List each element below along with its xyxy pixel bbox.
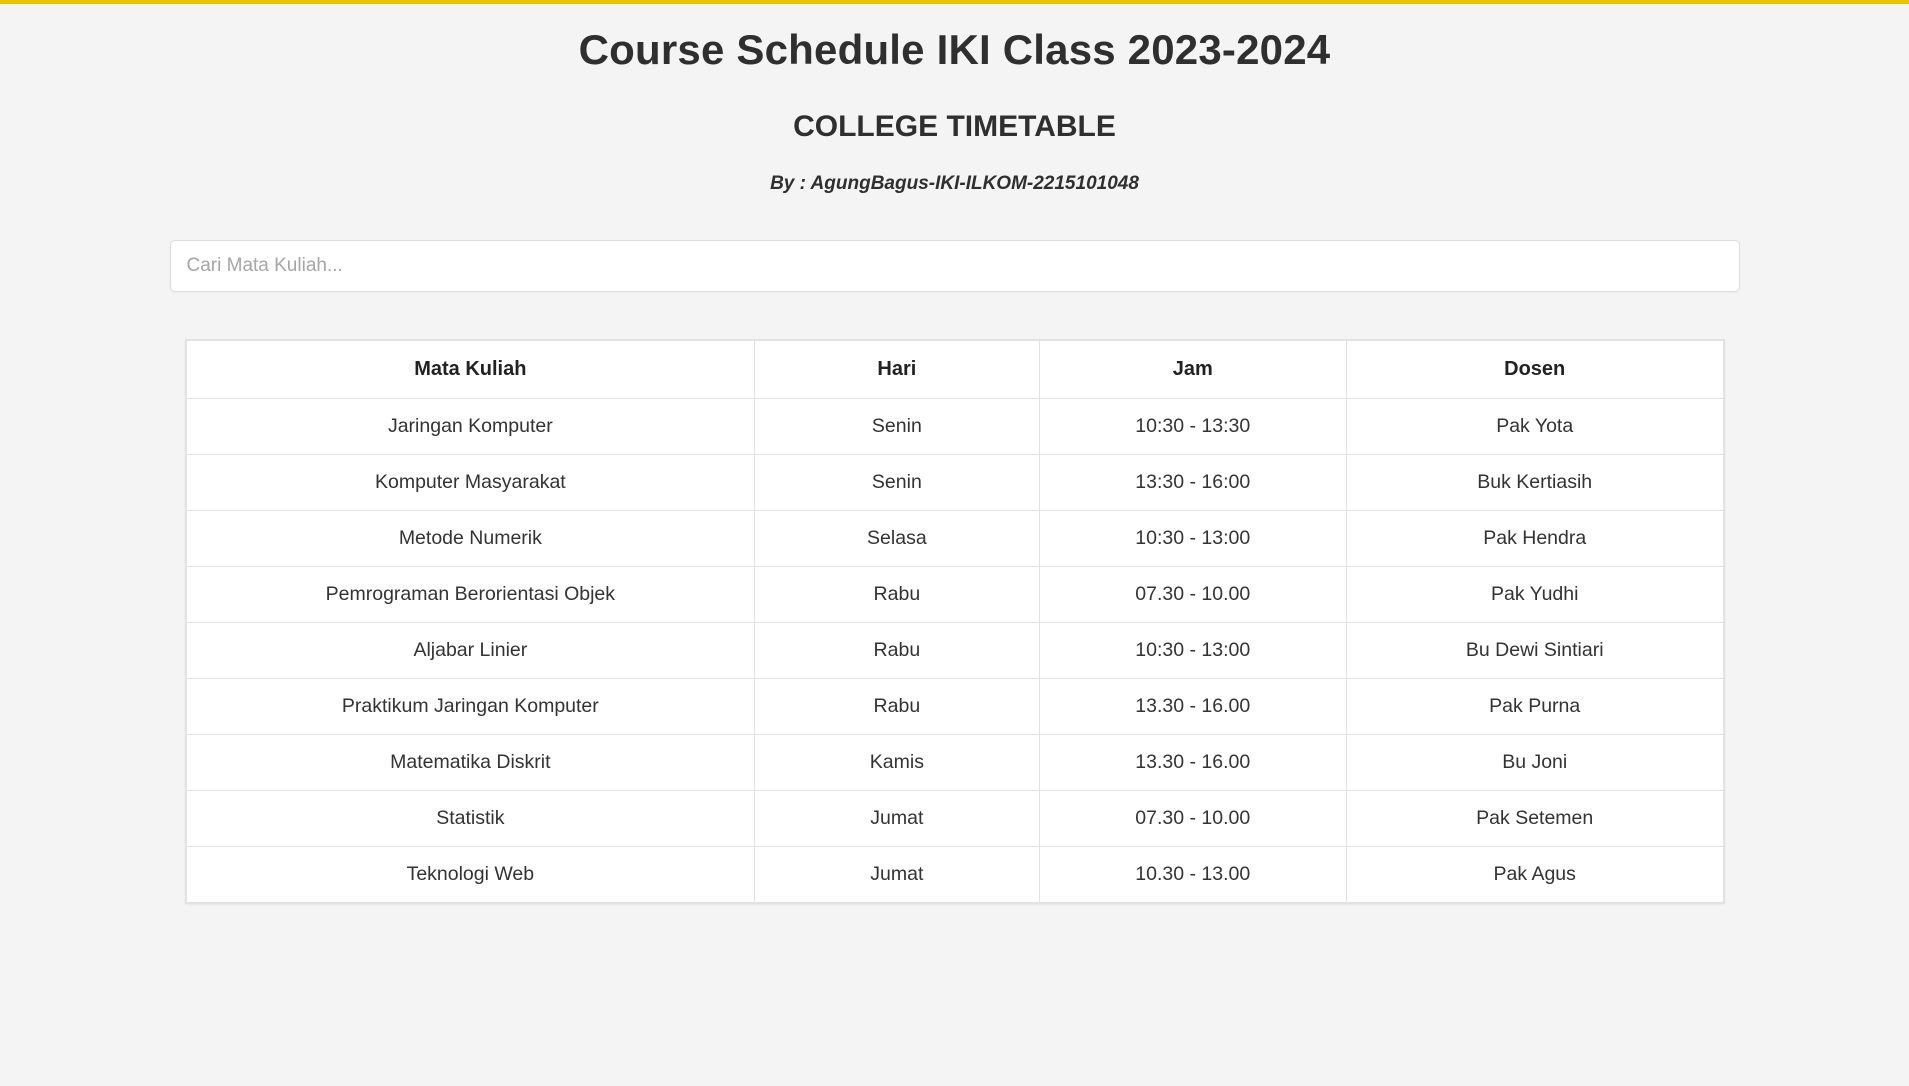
cell-time: 13.30 - 16.00 [1039, 679, 1346, 735]
cell-lecturer: Pak Hendra [1346, 511, 1723, 567]
cell-course: Metode Numerik [186, 511, 755, 567]
table-row [186, 679, 1723, 735]
column-header-dosen: Dosen [1346, 341, 1723, 399]
cell-lecturer: Pak Yudhi [1346, 567, 1723, 623]
cell-time: 13.30 - 16.00 [1039, 735, 1346, 791]
table-row [186, 511, 1723, 567]
page-container [0, 26, 1909, 944]
cell-day: Jumat [755, 791, 1039, 847]
search-bar [170, 240, 1740, 292]
table-row [186, 623, 1723, 679]
cell-day: Jumat [755, 847, 1039, 903]
table-body [186, 399, 1723, 903]
cell-course: Aljabar Linier [186, 623, 755, 679]
cell-time: 13:30 - 16:00 [1039, 455, 1346, 511]
schedule-table [186, 340, 1724, 903]
page-subtitle: COLLEGE TIMETABLE [793, 110, 1116, 143]
table-row [186, 791, 1723, 847]
cell-lecturer: Pak Purna [1346, 679, 1723, 735]
page-byline: By : AgungBagus-IKI-ILKOM-2215101048 [770, 173, 1139, 194]
cell-course: Pemrograman Berorientasi Objek [186, 567, 755, 623]
cell-time: 07.30 - 10.00 [1039, 567, 1346, 623]
search-input[interactable] [170, 240, 1740, 292]
column-header-mata-kuliah: Mata Kuliah [186, 341, 755, 399]
table-header-row [186, 341, 1723, 399]
cell-course: Matematika Diskrit [186, 735, 755, 791]
table-row [186, 735, 1723, 791]
cell-day: Rabu [755, 679, 1039, 735]
cell-time: 07.30 - 10.00 [1039, 791, 1346, 847]
column-header-hari: Hari [755, 341, 1039, 399]
table-header [186, 341, 1723, 399]
table-row [186, 399, 1723, 455]
cell-lecturer: Bu Dewi Sintiari [1346, 623, 1723, 679]
cell-time: 10.30 - 13.00 [1039, 847, 1346, 903]
table-row [186, 567, 1723, 623]
cell-lecturer: Pak Setemen [1346, 791, 1723, 847]
cell-time: 10:30 - 13:00 [1039, 623, 1346, 679]
cell-lecturer: Pak Agus [1346, 847, 1723, 903]
cell-day: Senin [755, 455, 1039, 511]
cell-course: Teknologi Web [186, 847, 755, 903]
cell-course: Statistik [186, 791, 755, 847]
cell-day: Rabu [755, 567, 1039, 623]
cell-time: 10:30 - 13:00 [1039, 511, 1346, 567]
table-row [186, 847, 1723, 903]
schedule-table-container [185, 339, 1725, 904]
cell-lecturer: Buk Kertiasih [1346, 455, 1723, 511]
cell-course: Jaringan Komputer [186, 399, 755, 455]
table-row [186, 455, 1723, 511]
cell-lecturer: Bu Joni [1346, 735, 1723, 791]
top-accent-bar [0, 0, 1909, 4]
cell-day: Selasa [755, 511, 1039, 567]
cell-lecturer: Pak Yota [1346, 399, 1723, 455]
column-header-jam: Jam [1039, 341, 1346, 399]
cell-course: Komputer Masyarakat [186, 455, 755, 511]
cell-day: Kamis [755, 735, 1039, 791]
cell-day: Rabu [755, 623, 1039, 679]
page-title: Course Schedule IKI Class 2023-2024 [578, 26, 1331, 73]
cell-day: Senin [755, 399, 1039, 455]
cell-time: 10:30 - 13:30 [1039, 399, 1346, 455]
cell-course: Praktikum Jaringan Komputer [186, 679, 755, 735]
